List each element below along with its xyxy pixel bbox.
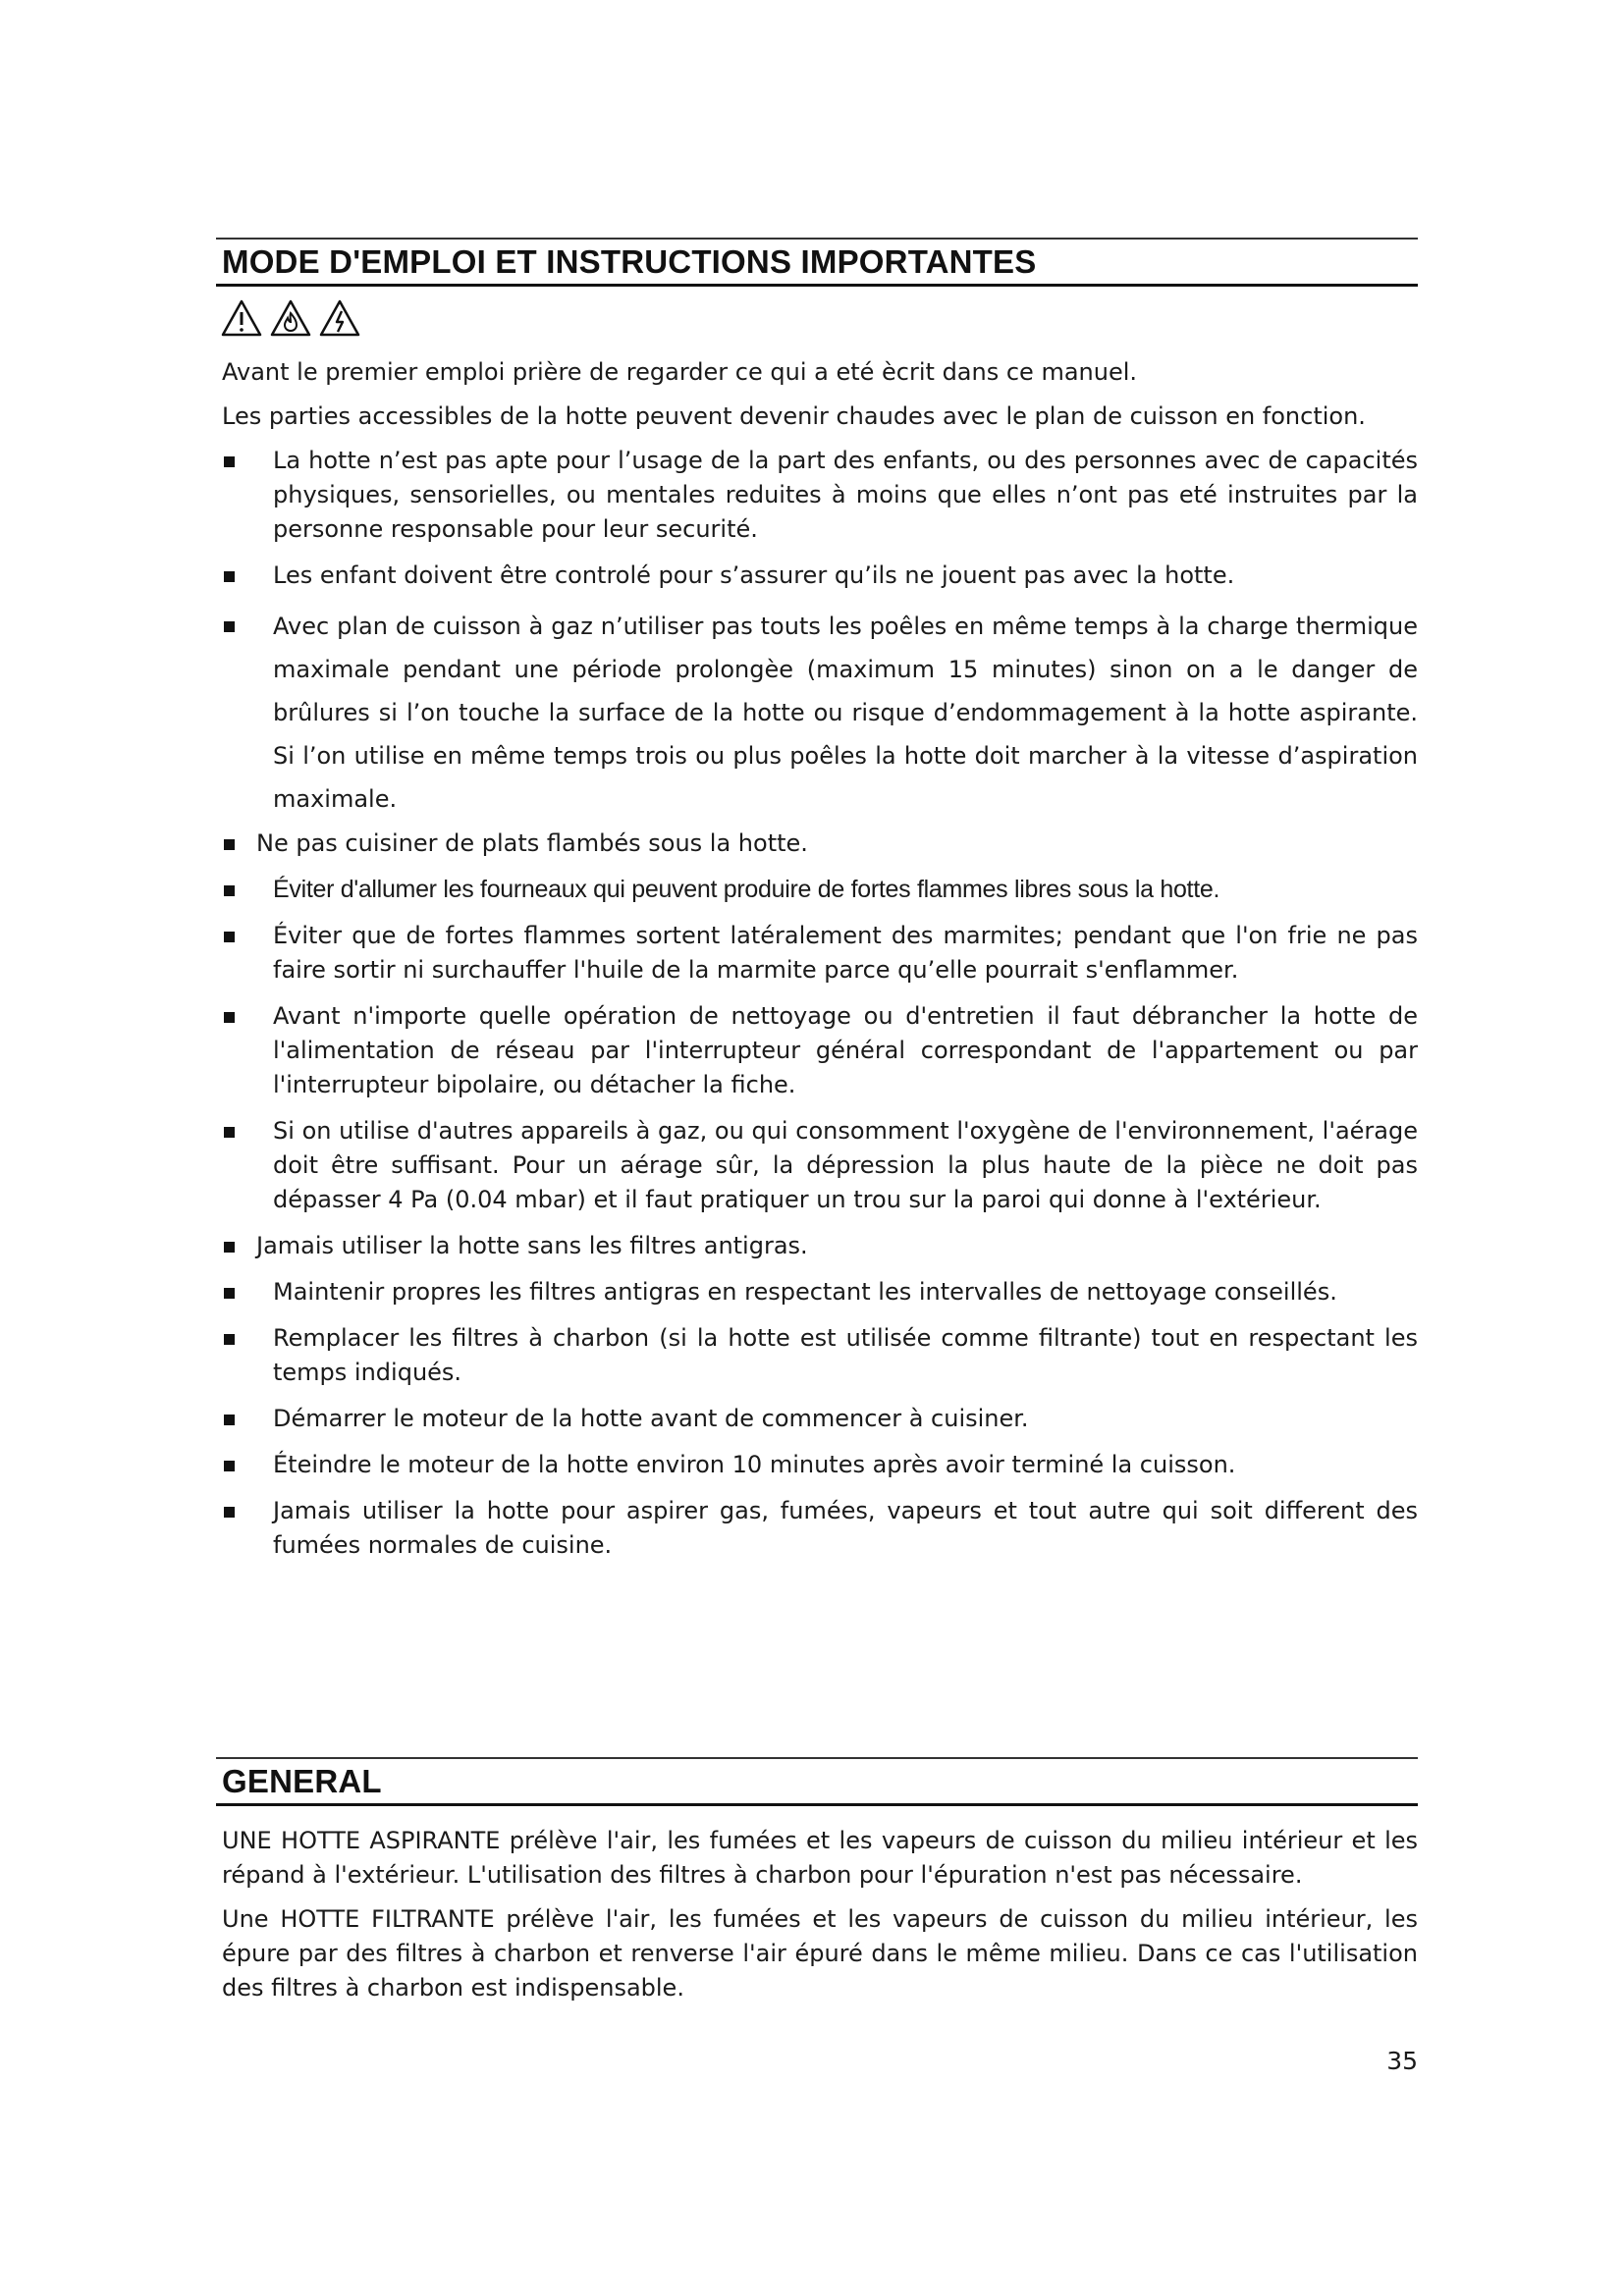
page-number: 35 (1386, 2047, 1418, 2075)
bullet-icon (224, 621, 235, 632)
list-item: Maintenir propres les filtres antigras en respectant les intervalles de nettoyage conseillés. (222, 1275, 1418, 1309)
fire-warning-icon (269, 298, 312, 338)
list-item: La hotte n’est pas apte pour l’usage de la part des enfants, ou des personnes avec de capacités physiques, sensorielles, ou mentales reduites à moins que elles n’ont pas eté instruites par la personne responsable pour leur securité. (222, 444, 1418, 547)
instructions-body (222, 355, 1418, 1575)
list-item: Démarrer le moteur de la hotte avant de commencer à cuisiner. (222, 1402, 1418, 1436)
general-body (222, 1824, 1418, 2015)
bullet-icon (224, 1507, 235, 1518)
section-title-general: GENERAL (222, 1762, 382, 1799)
bullet-icon (224, 571, 235, 582)
general-paragraph: UNE HOTTE ASPIRANTE prélève l'air, les fumées et les vapeurs de cuisson du milieu intérieur et les répand à l'extérieur. L'utilisation des filtres à charbon pour l'épuration n'est pas nécessaire. (222, 1827, 1418, 1889)
list-item: Les enfant doivent être controlé pour s’assurer qu’ils ne jouent pas avec la hotte. (222, 559, 1418, 593)
warning-icon (220, 298, 263, 338)
bullet-icon (224, 1288, 235, 1299)
list-item: Éviter que de fortes flammes sortent latéralement des marmites; pendant que l'on frie ne pas faire sortir ni surchauffer l'huile de la marmite parce qu’elle pourrait s'enflammer. (222, 919, 1418, 988)
section-title-instructions: MODE D'EMPLOI ET INSTRUCTIONS IMPORTANTES (222, 242, 1037, 280)
bullet-icon (224, 1127, 235, 1138)
list-item: Éteindre le moteur de la hotte environ 10 minutes après avoir terminé la cuisson. (222, 1448, 1418, 1482)
warning-icons (220, 298, 361, 338)
list-item: Avec plan de cuisson à gaz n’utiliser pas touts les poêles en même temps à la charge thermique maximale pendant une période prolongèe (maximum 15 minutes) sinon on a le danger de brûlures si l’on touche la surface de la hotte ou risque d’endommagement à la hotte aspirante. Si l’on utilise en même temps trois ou plus poêles la hotte doit marcher à la vitesse d’aspiration maximale. (222, 605, 1418, 821)
intro-paragraph: Les parties accessibles de la hotte peuvent devenir chaudes avec le plan de cuisson en fonction. (222, 402, 1366, 430)
bullet-icon (224, 1334, 235, 1345)
bullet-icon (224, 932, 235, 942)
electric-warning-icon (318, 298, 361, 338)
list-item: Remplacer les filtres à charbon (si la hotte est utilisée comme filtrante) tout en respectant les temps indiqués. (222, 1321, 1418, 1390)
list-item: Ne pas cuisiner de plats flambés sous la hotte. (222, 827, 1418, 861)
general-paragraph: Une HOTTE FILTRANTE prélève l'air, les fumées et les vapeurs de cuisson du milieu intérieur, les épure par des filtres à charbon et renverse l'air épuré dans le même milieu. Dans ce cas l'utilisation des filtres à charbon est indispensable. (222, 1905, 1418, 2002)
intro-paragraph: Avant le premier emploi prière de regarder ce qui a eté ècrit dans ce manuel. (222, 358, 1138, 386)
bullet-icon (224, 885, 235, 896)
list-item: Avant n'importe quelle opération de nettoyage ou d'entretien il faut débrancher la hotte de l'alimentation de réseau par l'interrupteur général correspondant de l'appartement ou par l'interrupteur bipolaire, ou détacher la fiche. (222, 999, 1418, 1102)
list-item: Éviter d'allumer les fourneaux qui peuvent produire de fortes flammes libres sous la hotte. (222, 873, 1418, 907)
list-item: Jamais utiliser la hotte sans les filtres antigras. (222, 1229, 1418, 1263)
bullet-icon (224, 1012, 235, 1023)
bullet-icon (224, 839, 235, 850)
list-item: Si on utilise d'autres appareils à gaz, ou qui consomment l'oxygène de l'environnement, l'aérage doit être suffisant. Pour un aérage sûr, la dépression la plus haute de la pièce ne doit pas dépasser 4 Pa (0.04 mbar) et il faut pratiquer un trou sur la paroi qui donne à l'extérieur. (222, 1114, 1418, 1217)
bullet-icon (224, 456, 235, 467)
section-header-instructions (216, 238, 1418, 287)
section-header-general (216, 1757, 1418, 1806)
bullet-icon (224, 1461, 235, 1471)
list-item: Jamais utiliser la hotte pour aspirer gas, fumées, vapeurs et tout autre qui soit different des fumées normales de cuisine. (222, 1494, 1418, 1563)
instructions-list (222, 444, 1418, 1563)
bullet-icon (224, 1415, 235, 1425)
bullet-icon (224, 1242, 235, 1253)
